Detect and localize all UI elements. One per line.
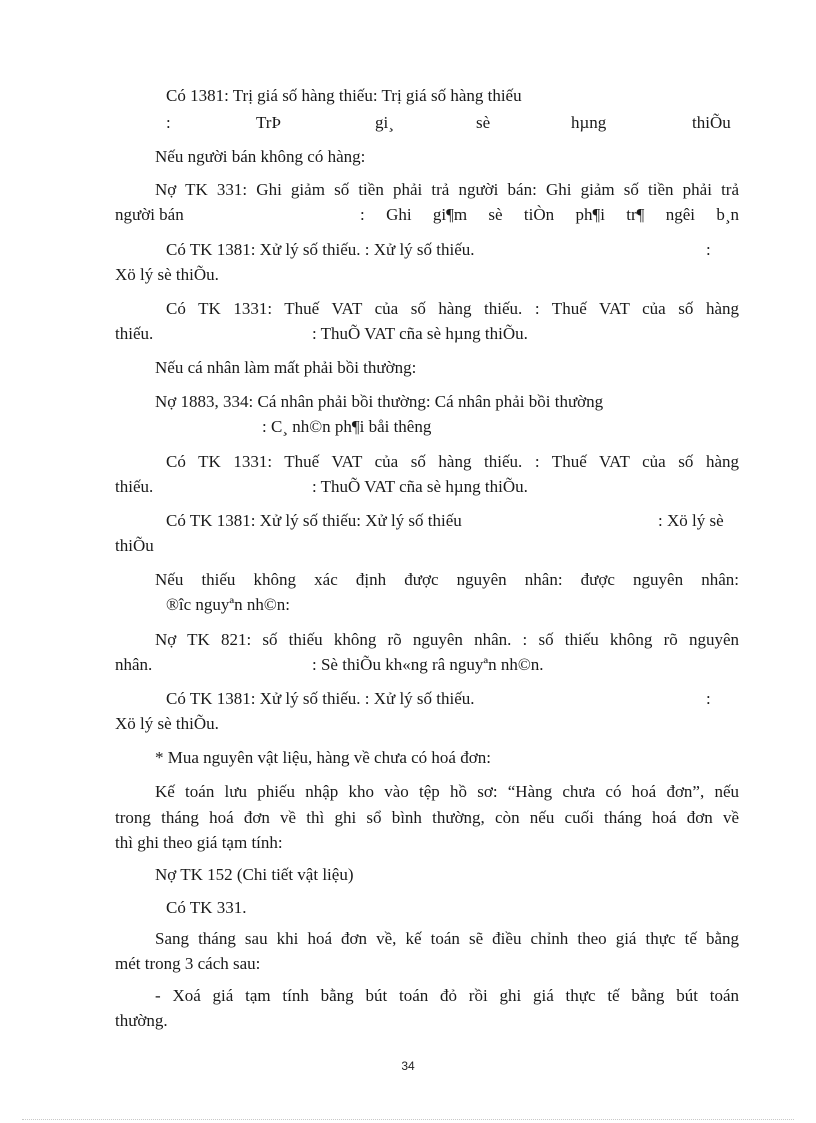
- text-line: thiÕu: [115, 536, 154, 555]
- text-line: : Sè thiÕu kh«ng râ nguyªn nh©n.: [312, 655, 544, 674]
- text-line: Có TK 1331: Thuế VAT của số hàng thiếu. : Thuế VAT của số hàng: [166, 299, 739, 318]
- section-heading: * Mua nguyên vật liệu, hàng về chưa có hoá đơn:: [155, 748, 491, 767]
- text-line: Có TK 1381: Xử lý số thiếu. : Xử lý số thiếu.: [166, 240, 475, 259]
- text-line: nhân.: [115, 655, 153, 674]
- text-line: mét trong 3 cách sau:: [115, 954, 261, 973]
- text-line: hµng: [571, 113, 607, 132]
- text-line: - Xoá giá tạm tính bằng bút toán đỏ rồi ghi giá thực tế bằng bút toán: [155, 986, 739, 1005]
- page-number: 34: [401, 1059, 415, 1073]
- page-divider: [22, 1119, 794, 1120]
- text-line: : Ghi gi¶m sè tiÒn ph¶i tr¶ ngêi b¸n: [360, 205, 739, 224]
- paragraph-heading: Nếu cá nhân làm mất phải bồi thường:: [155, 358, 417, 377]
- text-line: Nợ TK 331: Ghi giảm số tiền phải trả người bán: Ghi giảm số tiền phải trả: [155, 180, 739, 199]
- text-line: :: [706, 240, 711, 259]
- text-line: thiÕu: [692, 113, 731, 132]
- text-line: Nợ 1883, 334: Cá nhân phải bồi thường: Cá nhân phải bồi thường: [155, 392, 604, 411]
- text-line: sè: [476, 113, 491, 132]
- text-line: :: [706, 689, 711, 708]
- text-line: thiếu.: [115, 477, 154, 496]
- text-line: thì ghi theo giá tạm tính:: [115, 833, 283, 852]
- text-line: Xö lý sè thiÕu.: [115, 714, 219, 733]
- text-line: Có TK 1331: Thuế VAT của số hàng thiếu. : Thuế VAT của số hàng: [166, 452, 739, 471]
- text-line: TrÞ: [256, 113, 281, 132]
- text-line: Có 1381: Trị giá số hàng thiếu: Trị giá số hàng thiếu: [166, 86, 522, 105]
- text-line: Xö lý sè thiÕu.: [115, 265, 219, 284]
- text-line: Có TK 1381: Xử lý số thiếu: Xử lý số thiếu: [166, 511, 462, 530]
- text-line: Có TK 331.: [166, 898, 247, 917]
- text-line: : ThuÕ VAT cña sè hµng thiÕu.: [312, 324, 528, 343]
- text-line: Sang tháng sau khi hoá đơn về, kế toán sẽ điều chỉnh theo giá thực tế bằng: [155, 929, 739, 948]
- paragraph-heading: Nếu người bán không có hàng:: [155, 147, 366, 166]
- text-line: người bán: [115, 205, 184, 224]
- text-line: thường.: [115, 1011, 168, 1030]
- text-line: trong tháng hoá đơn về thì ghi sổ bình thường, còn nếu cuối tháng hoá đơn về: [115, 808, 739, 827]
- text-line: thiếu.: [115, 324, 154, 343]
- text-line: : C¸ nh©n ph¶i båi thêng: [262, 417, 432, 436]
- text-line: Có TK 1381: Xử lý số thiếu. : Xử lý số thiếu.: [166, 689, 475, 708]
- text-line: Nợ TK 821: số thiếu không rõ nguyên nhân. : số thiếu không rõ nguyên: [155, 630, 739, 649]
- text-line: : ThuÕ VAT cña sè hµng thiÕu.: [312, 477, 528, 496]
- text-line: : Xö lý sè: [658, 511, 724, 530]
- paragraph-heading: Nếu thiếu không xác định được nguyên nhân: được nguyên nhân:: [155, 570, 739, 589]
- text-line: Kế toán lưu phiếu nhập kho vào tệp hồ sơ: “Hàng chưa có hoá đơn”, nếu: [155, 782, 739, 801]
- text-line: :: [166, 113, 171, 132]
- text-line: Nợ TK 152 (Chi tiết vật liệu): [155, 865, 354, 884]
- text-line: gi¸: [375, 113, 394, 132]
- text-line: ®îc nguyªn nh©n:: [166, 595, 291, 614]
